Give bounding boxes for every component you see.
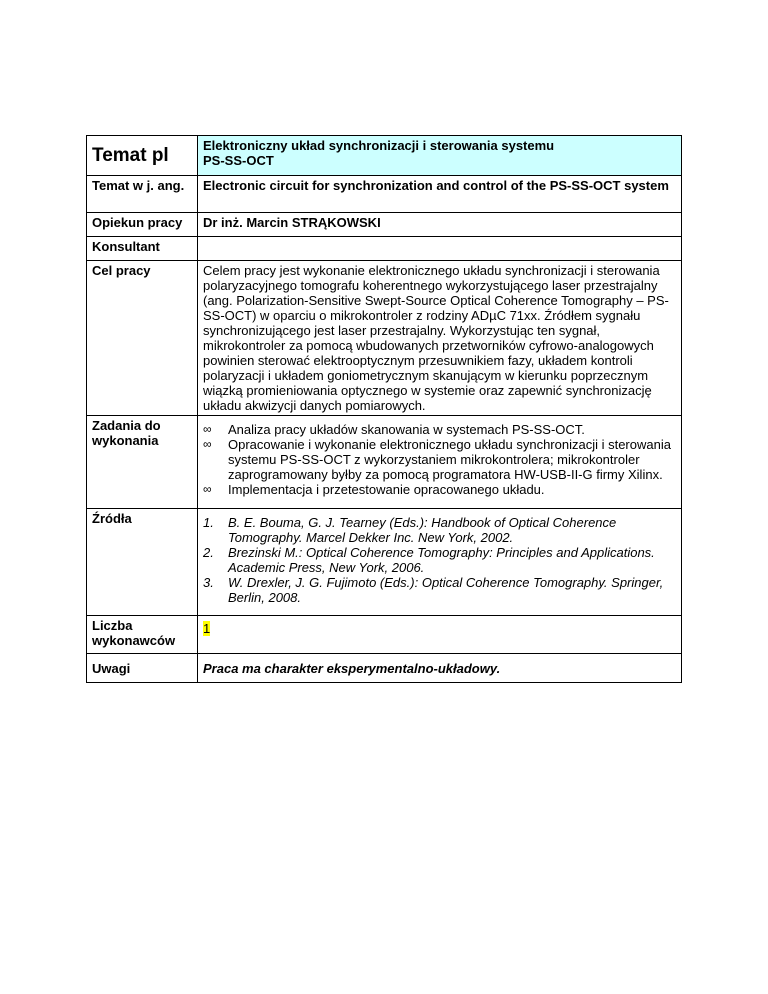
source-list (203, 515, 676, 605)
row-cel (87, 261, 682, 416)
liczba-value (198, 616, 682, 654)
row-zrodla (87, 509, 682, 616)
row-temat-ang (87, 176, 682, 213)
temat-ang-label: Temat w j. ang. (87, 176, 198, 213)
source-number: 1. (203, 515, 214, 530)
zadania-label: Zadania do wykonania (87, 416, 198, 509)
source-item (203, 545, 676, 575)
source-text: Brezinski M.: Optical Coherence Tomography: Principles and Applications. Academic Press, New York, 2006. (228, 545, 655, 575)
row-uwagi (87, 654, 682, 683)
temat-pl-value-line2: PS-SS-OCT (203, 153, 274, 168)
temat-ang-value: Electronic circuit for synchronization and control of the PS-SS-OCT system (198, 176, 682, 213)
task-list (203, 422, 676, 497)
source-number: 2. (203, 545, 214, 560)
task-text: Implementacja i przetestowanie opracowanego układu. (228, 482, 545, 497)
konsultant-value (198, 237, 682, 261)
cel-label: Cel pracy (87, 261, 198, 416)
uwagi-label: Uwagi (87, 654, 198, 683)
source-item (203, 575, 676, 605)
opiekun-label: Opiekun pracy (87, 213, 198, 237)
infinity-bullet-icon: ∞ (203, 437, 212, 451)
row-zadania (87, 416, 682, 509)
row-konsultant (87, 237, 682, 261)
source-item (203, 515, 676, 545)
uwagi-value: Praca ma charakter eksperymentalno-układowy. (198, 654, 682, 683)
task-item (203, 437, 676, 482)
temat-pl-value-line1: Elektroniczny układ synchronizacji i sterowania systemu (203, 138, 555, 153)
konsultant-label: Konsultant (87, 237, 198, 261)
source-text: W. Drexler, J. G. Fujimoto (Eds.): Optical Coherence Tomography. Springer, Berlin, 2008. (228, 575, 664, 605)
task-item (203, 482, 676, 497)
zrodla-label: Źródła (87, 509, 198, 616)
temat-pl-value (198, 136, 682, 176)
source-text: B. E. Bouma, G. J. Tearney (Eds.): Handbook of Optical Coherence Tomography. Marcel Dekker Inc. New York, 2002. (228, 515, 617, 545)
source-number: 3. (203, 575, 214, 590)
thesis-topic-table (86, 135, 682, 683)
row-liczba (87, 616, 682, 654)
task-text: Opracowanie i wykonanie elektronicznego układu synchronizacji i sterowania systemu PS-SS-OCT z wykorzystaniem mikrokontrolera; mikrokontroler zaprogramowany byłby za pomocą programatora HW-USB-II-G firmy Xilinx. (228, 437, 671, 482)
row-temat-pl (87, 136, 682, 176)
liczba-label: Liczba wykonawców (87, 616, 198, 654)
infinity-bullet-icon: ∞ (203, 422, 212, 436)
task-item (203, 422, 676, 437)
zadania-value (198, 416, 682, 509)
row-opiekun (87, 213, 682, 237)
cel-value: Celem pracy jest wykonanie elektronicznego układu synchronizacji i sterowania polaryzacyjnego tomografu koherentnego wykorzystującego laser przestrajalny (ang. Polarization-Sensitive Swept-Source Optical Coherence Tomography – PS-SS-OCT) w oparciu o mikrokontroler z rodziny ADµC 71xx. Źródłem sygnału synchronizującego jest laser przestrajalny. Wykorzystując ten sygnał, mikrokontroler za pomocą wbudowanych przetworników cyfrowo-analogowych powinien sterować elektrooptycznym przesuwnikiem fazy, układem kontroli polaryzacji i układem goniometrycznym skanującym w kierunku poprzecznym wiązką promieniowania optycznego w systemie oraz zapewnić synchronizację układu akwizycji danych pomiarowych. (198, 261, 682, 416)
task-text: Analiza pracy układów skanowania w systemach PS-SS-OCT. (228, 422, 585, 437)
infinity-bullet-icon: ∞ (203, 482, 212, 496)
opiekun-value: Dr inż. Marcin STRĄKOWSKI (198, 213, 682, 237)
liczba-highlight: 1 (203, 621, 211, 636)
zrodla-value (198, 509, 682, 616)
temat-pl-label: Temat pl (87, 136, 198, 176)
